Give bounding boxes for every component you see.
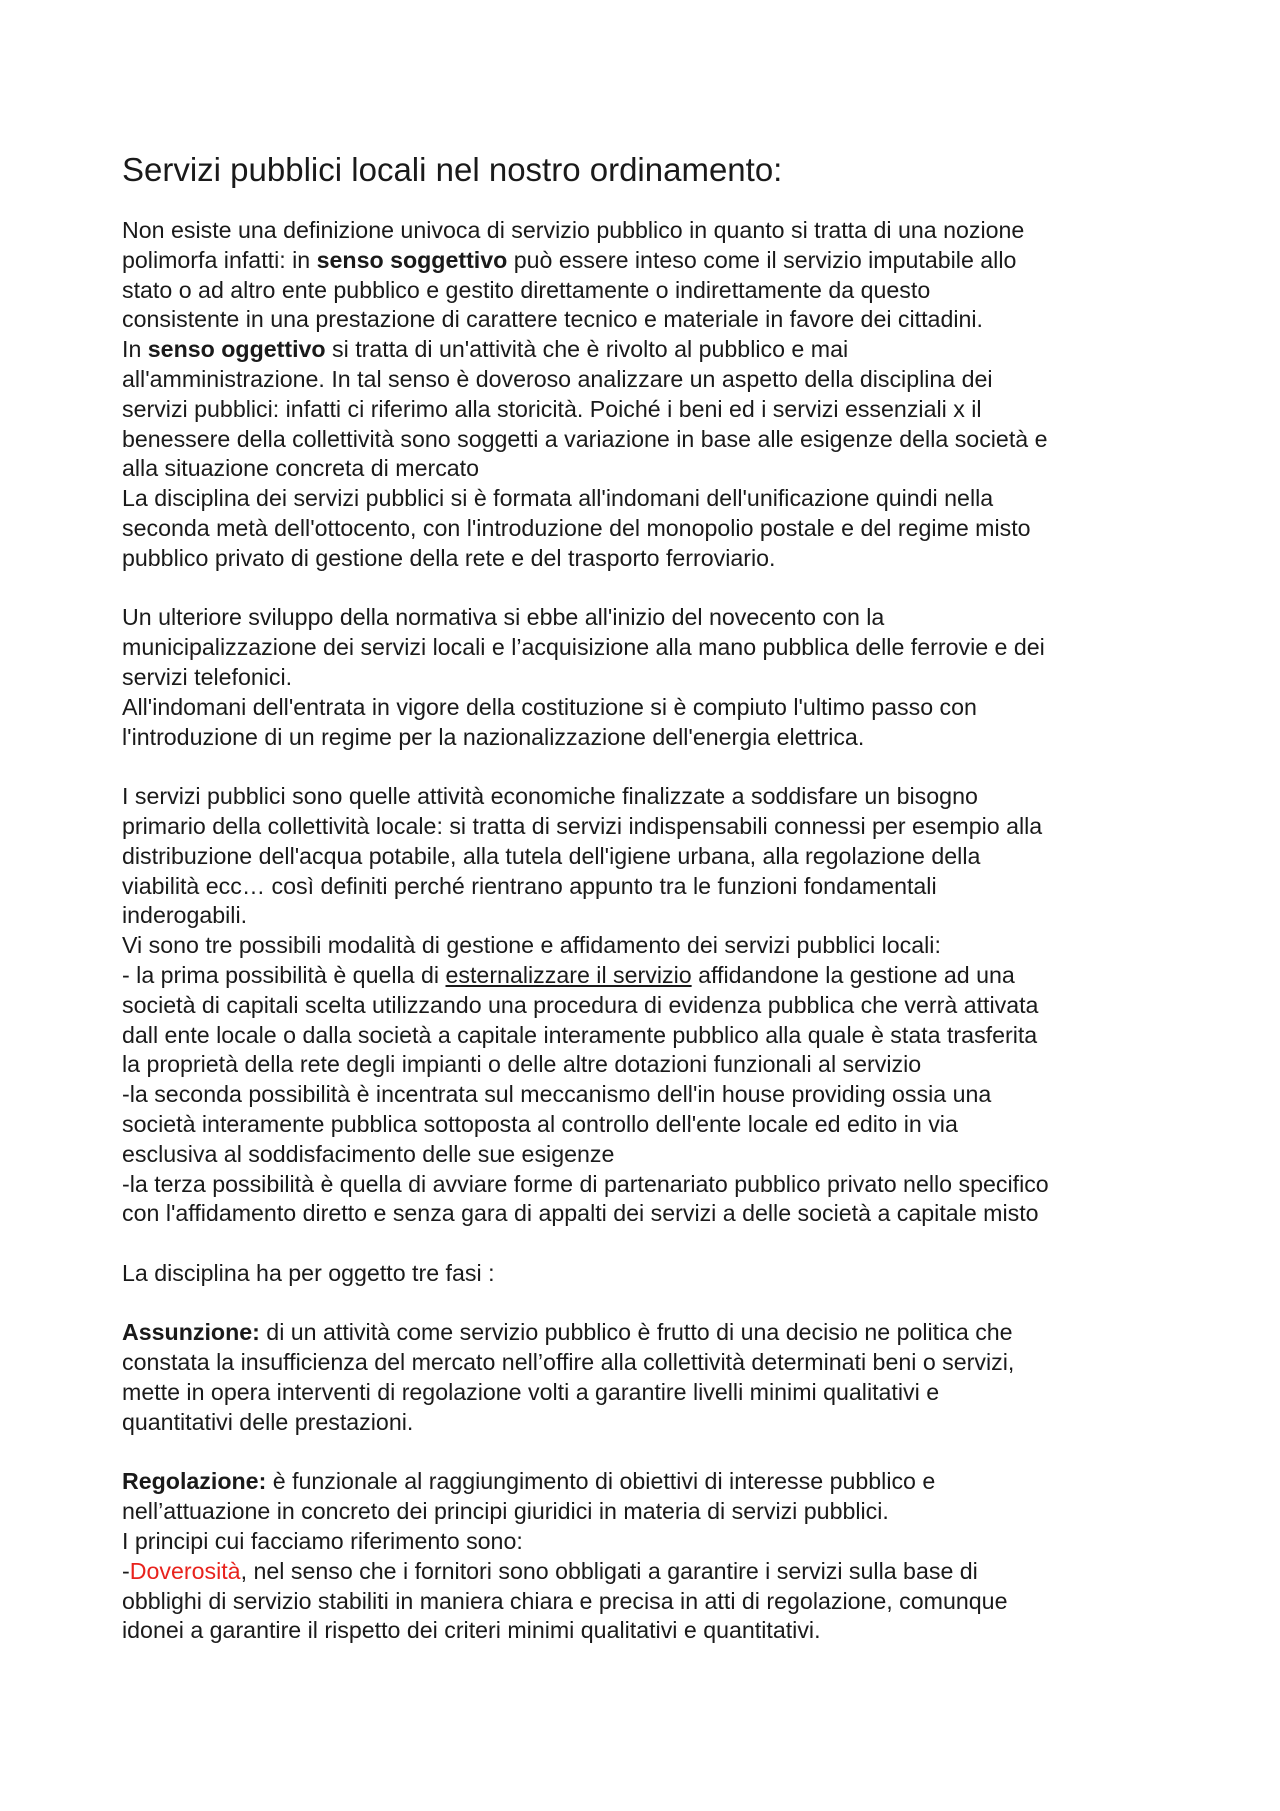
text-line: pubblico privato di gestione della rete e del trasporto ferroviario. — [122, 544, 776, 571]
text-line: -la terza possibilità è quella di avviare forme di partenariato pubblico privato nello specifico — [122, 1170, 1049, 1197]
text-run: In — [122, 336, 148, 363]
text-line: alla situazione concreta di mercato — [122, 455, 480, 482]
text-line: la proprietà della rete degli impianti o delle altre dotazioni funzionali al servizio — [122, 1051, 922, 1078]
text-line: All'indomani dell'entrata in vigore della costituzione si è compiuto l'ultimo passo con — [122, 693, 977, 720]
text-line: obblighi di servizio stabiliti in maniera chiara e precisa in atti di regolazione, comunque — [122, 1587, 1008, 1614]
paragraph-management — [122, 782, 1182, 1229]
text-line: inderogabili. — [122, 902, 248, 929]
text-run: si tratta di un'attività che è rivolto al pubblico e mai — [325, 336, 849, 363]
text-line — [122, 246, 1182, 276]
text-line: nell’attuazione in concreto dei principi giuridici in materia di servizi pubblici. — [122, 1498, 889, 1525]
paragraph-history — [122, 603, 1182, 752]
text-line: Vi sono tre possibili modalità di gestione e affidamento dei servizi pubblici locali: — [122, 932, 941, 959]
text-line: idonei a garantire il rispetto dei criteri minimi qualitativi e quantitativi. — [122, 1617, 821, 1644]
paragraph-phases-intro — [122, 1259, 1182, 1289]
text-line: con l'affidamento diretto e senza gara di appalti dei servizi a delle società a capitale misto — [122, 1200, 1039, 1227]
text-line: Un ulteriore sviluppo della normativa si ebbe all'inizio del novecento con la — [122, 604, 885, 631]
text-line: quantitativi delle prestazioni. — [122, 1408, 414, 1435]
paragraph-spacer — [122, 1229, 1182, 1259]
text-line: I principi cui facciamo riferimento sono: — [122, 1528, 523, 1555]
text-run: affidandone la gestione ad una — [691, 961, 1015, 988]
text-line: mette in opera interventi di regolazione volti a garantire livelli minimi qualitativi e — [122, 1379, 940, 1406]
text-line: Non esiste una definizione univoca di servizio pubblico in quanto si tratta di una nozione — [122, 217, 1025, 243]
text-line: La disciplina dei servizi pubblici si è formata all'indomani dell'unificazione quindi nella — [122, 485, 994, 512]
bold-term-senso-soggettivo: senso soggettivo — [316, 246, 508, 273]
text-line: all'amministrazione. In tal senso è doveroso analizzare un aspetto della disciplina dei — [122, 365, 993, 392]
text-line: distribuzione dell'acqua potabile, alla tutela dell'igiene urbana, alla regolazione della — [122, 842, 981, 869]
text-run: di un attività come servizio pubblico è frutto di una decisio ne politica che — [259, 1319, 1013, 1346]
paragraph-regolazione — [122, 1467, 1182, 1646]
underlined-term-esternalizzare: esternalizzare il servizio — [445, 961, 692, 988]
text-line: seconda metà dell'ottocento, con l'introduzione del monopolio postale e del regime misto — [122, 514, 1031, 541]
text-line: società di capitali scelta utilizzando una procedura di evidenza pubblica che verrà attivata — [122, 991, 1039, 1018]
text-line — [122, 961, 1182, 991]
text-line: servizi pubblici: infatti ci riferimo alla storicità. Poiché i beni ed i servizi essenziali x il — [122, 395, 982, 422]
bold-term-assunzione: Assunzione: — [122, 1319, 260, 1346]
text-line — [122, 335, 1182, 365]
highlighted-term-doverosita: Doverosità — [129, 1557, 241, 1584]
text-line: servizi telefonici. — [122, 663, 293, 690]
text-run: - la prima possibilità è quella di — [122, 961, 446, 988]
text-line — [122, 1318, 1182, 1348]
paragraph-definition — [122, 216, 1182, 574]
text-run: può essere inteso come il servizio imputabile allo — [507, 246, 1017, 273]
paragraph-spacer — [122, 1289, 1182, 1319]
paragraph-spacer — [122, 1438, 1182, 1468]
text-line: municipalizzazione dei servizi locali e l’acquisizione alla mano pubblica delle ferrovie e dei — [122, 634, 1045, 661]
paragraph-assunzione — [122, 1318, 1182, 1437]
text-line: benessere della collettività sono soggetti a variazione in base alle esigenze della società e — [122, 425, 1048, 452]
text-line: primario della collettività locale: si tratta di servizi indispensabili connessi per esempio alla — [122, 812, 1043, 839]
page-title: Servizi pubblici locali nel nostro ordinamento: — [122, 151, 783, 188]
paragraph-spacer — [122, 574, 1182, 604]
text-line: l'introduzione di un regime per la nazionalizzazione dell'energia elettrica. — [122, 723, 865, 750]
text-line — [122, 1467, 1182, 1497]
text-line: I servizi pubblici sono quelle attività economiche finalizzate a soddisfare un bisogno — [122, 783, 978, 810]
text-line: società interamente pubblica sottoposta al controllo dell'ente locale ed edito in via — [122, 1110, 958, 1137]
text-run: , nel senso che i fornitori sono obbligati a garantire i servizi sulla base di — [240, 1557, 978, 1584]
bold-term-senso-oggettivo: senso oggettivo — [147, 336, 326, 363]
text-line: viabilità ecc… così definiti perché rientrano appunto tra le funzioni fondamentali — [122, 872, 937, 899]
document-page — [122, 150, 1182, 1646]
bold-term-regolazione: Regolazione: — [122, 1468, 267, 1495]
text-run: polimorfa infatti: in — [122, 246, 317, 273]
text-run: - — [122, 1557, 130, 1584]
paragraph-spacer — [122, 752, 1182, 782]
text-line: stato o ad altro ente pubblico e gestito direttamente o indirettamente da questo — [122, 276, 931, 303]
text-line: La disciplina ha per oggetto tre fasi : — [122, 1259, 495, 1286]
text-line — [122, 1557, 1182, 1587]
text-line: consistente in una prestazione di carattere tecnico e materiale in favore dei cittadini. — [122, 306, 983, 333]
text-line: esclusiva al soddisfacimento delle sue esigenze — [122, 1140, 615, 1167]
text-run: è funzionale al raggiungimento di obiettivi di interesse pubblico e — [266, 1468, 936, 1495]
text-line: constata la insufficienza del mercato nell’offire alla collettività determinati beni o servizi, — [122, 1349, 1015, 1376]
text-line: dall ente locale o dalla società a capitale interamente pubblico alla quale è stata trasferita — [122, 1021, 1038, 1048]
text-line: -la seconda possibilità è incentrata sul meccanismo dell'in house providing ossia una — [122, 1081, 992, 1108]
